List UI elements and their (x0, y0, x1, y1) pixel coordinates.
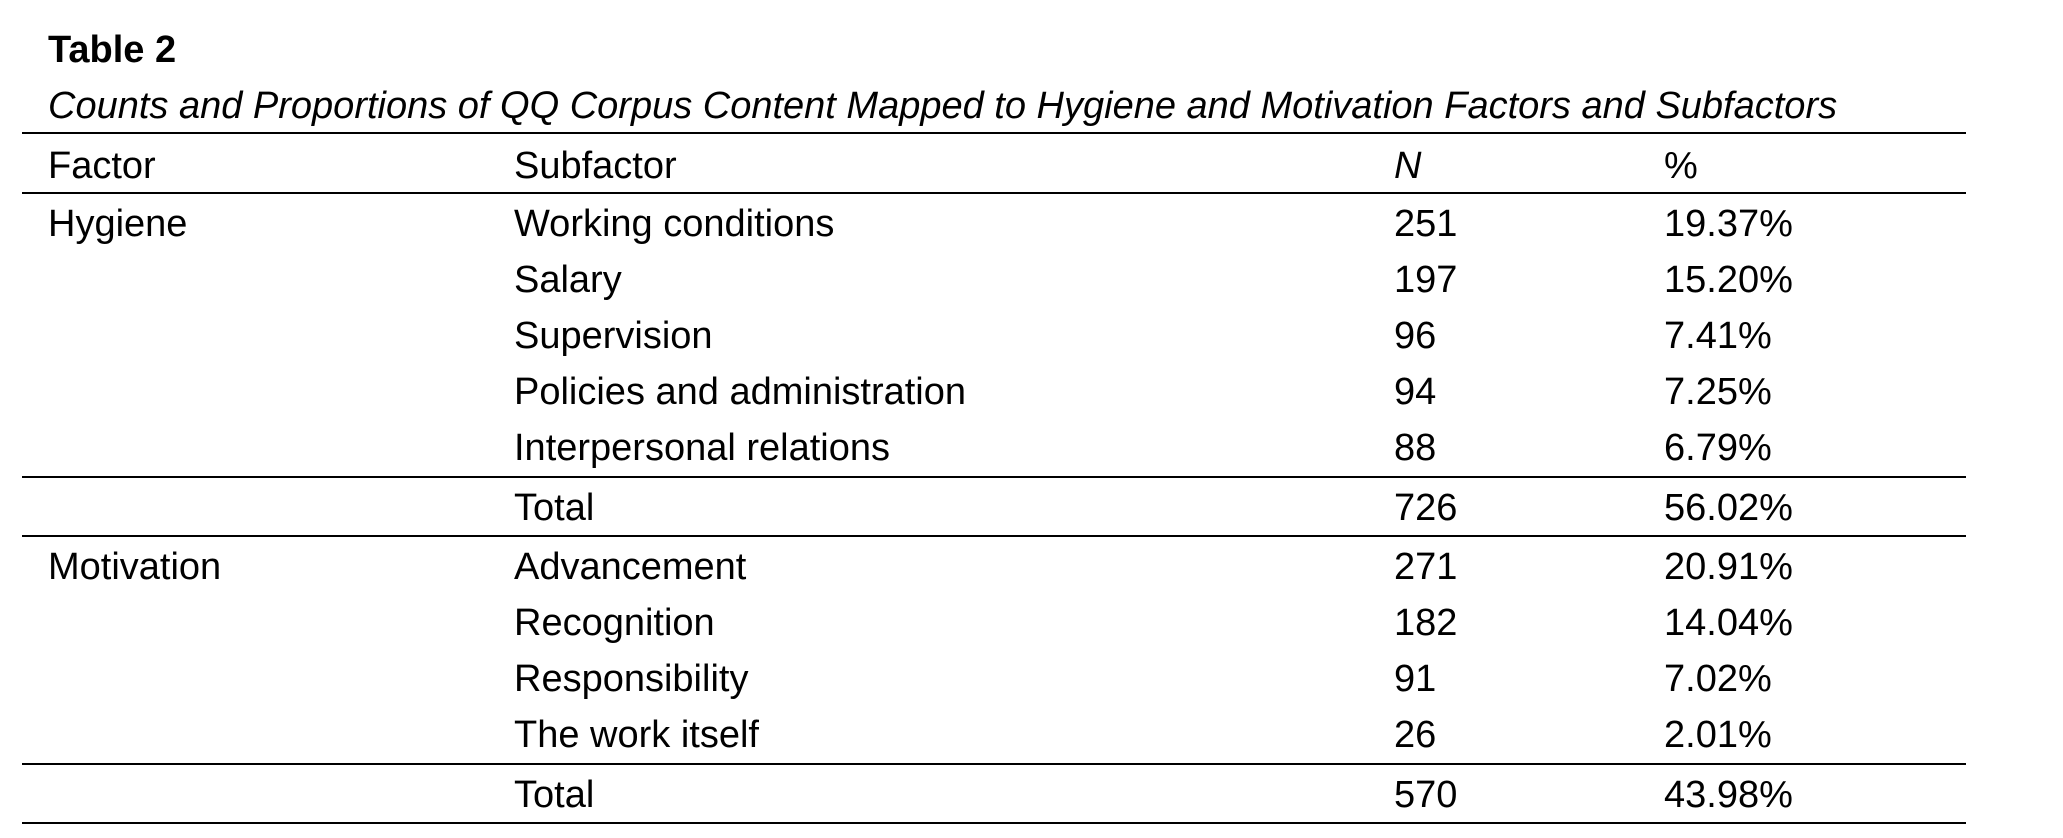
pct-cell: 14.04% (1664, 602, 1793, 644)
pct-cell: 2.01% (1664, 714, 1772, 756)
table-row (0, 364, 2063, 420)
factor-cell-hygiene: Hygiene (48, 203, 188, 245)
pct-cell: 6.79% (1664, 427, 1772, 469)
header-subfactor: Subfactor (514, 145, 677, 187)
n-cell: 94 (1394, 371, 1437, 413)
n-cell: 96 (1394, 315, 1437, 357)
motivation-total-top-rule (22, 763, 1966, 765)
pct-cell: 20.91% (1664, 546, 1793, 588)
total-pct: 56.02% (1664, 487, 1793, 529)
subfactor-cell: Policies and administration (514, 371, 967, 413)
pct-cell: 7.25% (1664, 371, 1772, 413)
total-pct: 43.98% (1664, 774, 1793, 816)
pct-cell: 15.20% (1664, 259, 1793, 301)
table-caption: Counts and Proportions of QQ Corpus Content Mapped to Hygiene and Motivation Factors and Subfactors (48, 85, 1838, 127)
n-cell: 26 (1394, 714, 1437, 756)
table-row (0, 707, 2063, 763)
total-n: 570 (1394, 774, 1458, 816)
subfactor-cell: Recognition (514, 602, 715, 644)
table-top-rule (22, 132, 1966, 134)
table-row (0, 651, 2063, 707)
n-cell: 251 (1394, 203, 1458, 245)
total-n: 726 (1394, 487, 1458, 529)
n-cell: 182 (1394, 602, 1458, 644)
subfactor-cell: Working conditions (514, 203, 835, 245)
header-factor: Factor (48, 145, 156, 187)
table-row (0, 539, 2063, 595)
table-header-row (0, 138, 2063, 194)
factor-cell-motivation: Motivation (48, 546, 222, 588)
total-row-motivation (0, 767, 2063, 823)
subfactor-cell: Advancement (514, 546, 747, 588)
subfactor-cell: Responsibility (514, 658, 749, 700)
n-cell: 91 (1394, 658, 1437, 700)
total-label: Total (514, 774, 595, 816)
pct-cell: 7.02% (1664, 658, 1772, 700)
header-n: N (1394, 145, 1422, 187)
pct-cell: 7.41% (1664, 315, 1772, 357)
total-row-hygiene (0, 480, 2063, 536)
table-row (0, 595, 2063, 651)
n-cell: 271 (1394, 546, 1458, 588)
table-row (0, 252, 2063, 308)
subfactor-cell: The work itself (514, 714, 759, 756)
total-label: Total (514, 487, 595, 529)
hygiene-total-bottom-rule (22, 535, 1966, 537)
n-cell: 88 (1394, 427, 1437, 469)
n-cell: 197 (1394, 259, 1458, 301)
table-row (0, 196, 2063, 252)
subfactor-cell: Interpersonal relations (514, 427, 890, 469)
header-bottom-rule (22, 192, 1966, 194)
table-bottom-rule (22, 822, 1966, 824)
subfactor-cell: Salary (514, 259, 622, 301)
table-label: Table 2 (48, 29, 177, 71)
pct-cell: 19.37% (1664, 203, 1793, 245)
hygiene-total-top-rule (22, 476, 1966, 478)
table-row (0, 308, 2063, 364)
header-percent: % (1664, 145, 1698, 187)
table-row (0, 420, 2063, 476)
subfactor-cell: Supervision (514, 315, 713, 357)
